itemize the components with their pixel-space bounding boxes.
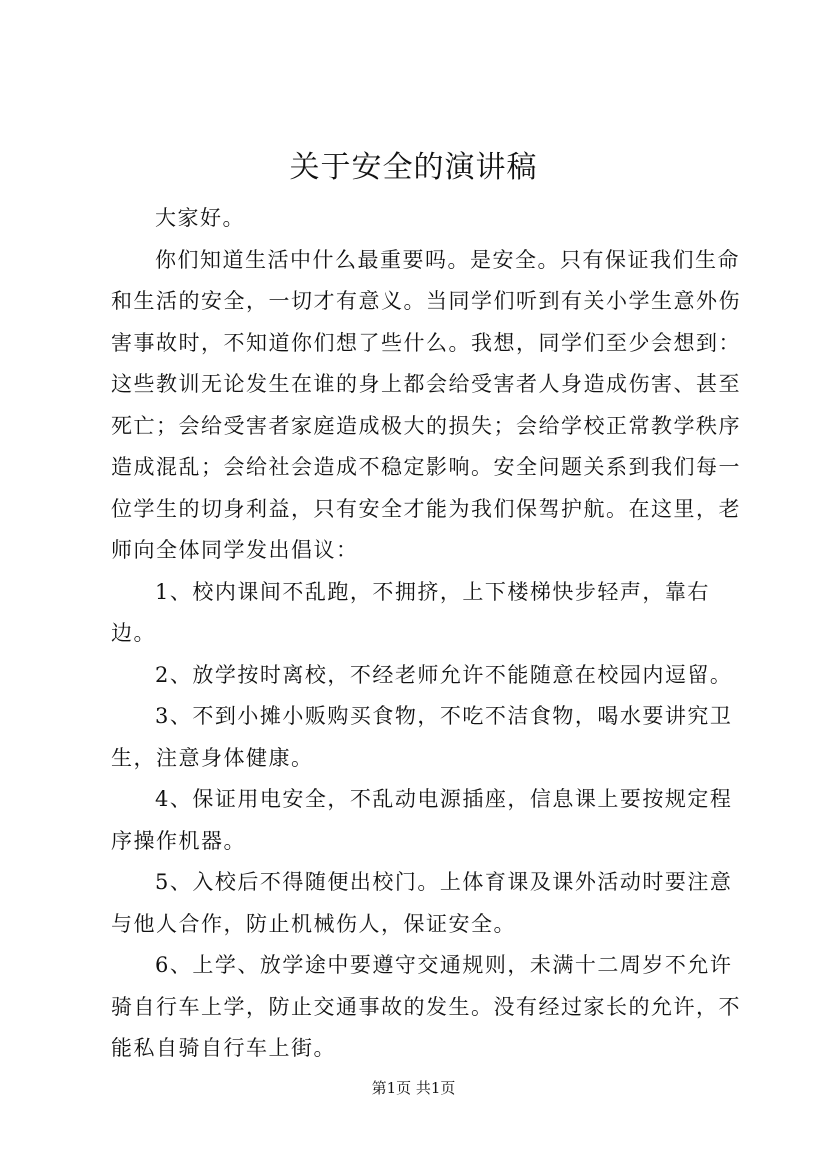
document-body xyxy=(111,198,751,1070)
paragraph-item-4: 4、保证用电安全，不乱动电源插座，信息课上要按规定程序操作机器。 xyxy=(111,787,733,853)
paragraph-item-1: 1、校内课间不乱跑，不拥挤，上下楼梯快步轻声，靠右边。 xyxy=(111,579,710,645)
paragraph-greeting: 大家好。 xyxy=(155,206,245,230)
paragraph-item-6: 6、上学、放学途中要遵守交通规则，未满十二周岁不允许骑自行车上学，防止交通事故的发生。没有经过家长的允许，不能私自骑自行车上街。 xyxy=(111,953,741,1060)
page-footer: 第1页 共1页 xyxy=(371,1079,456,1097)
paragraph-item-5: 5、入校后不得随便出校门。上体育课及课外活动时要注意与他人合作，防止机械伤人，保证安全。 xyxy=(111,870,733,936)
document-title: 关于安全的演讲稿 xyxy=(289,150,538,185)
paragraph-intro: 你们知道生活中什么最重要吗。是安全。只有保证我们生命和生活的安全，一切才有意义。当同学们听到有关小学生意外伤害事故时，不知道你们想了些什么。我想，同学们至少会想到：这些教训无论发生在谁的身上都会给受害者人身造成伤害、甚至死亡；会给受害者家庭造成极大的损失；会给学校正常教学秩序造成混乱；会给社会造成不稳定影响。安全问题关系到我们每一位学生的切身利益，只有安全才能为我们保驾护航。在这里，老师向全体同学发出倡议： xyxy=(111,247,741,562)
paragraph-item-2: 2、放学按时离校，不经老师允许不能随意在校园内逗留。 xyxy=(155,662,733,687)
paragraph-item-3: 3、不到小摊小贩购买食物，不吃不洁食物，喝水要讲究卫生，注意身体健康。 xyxy=(111,704,733,770)
